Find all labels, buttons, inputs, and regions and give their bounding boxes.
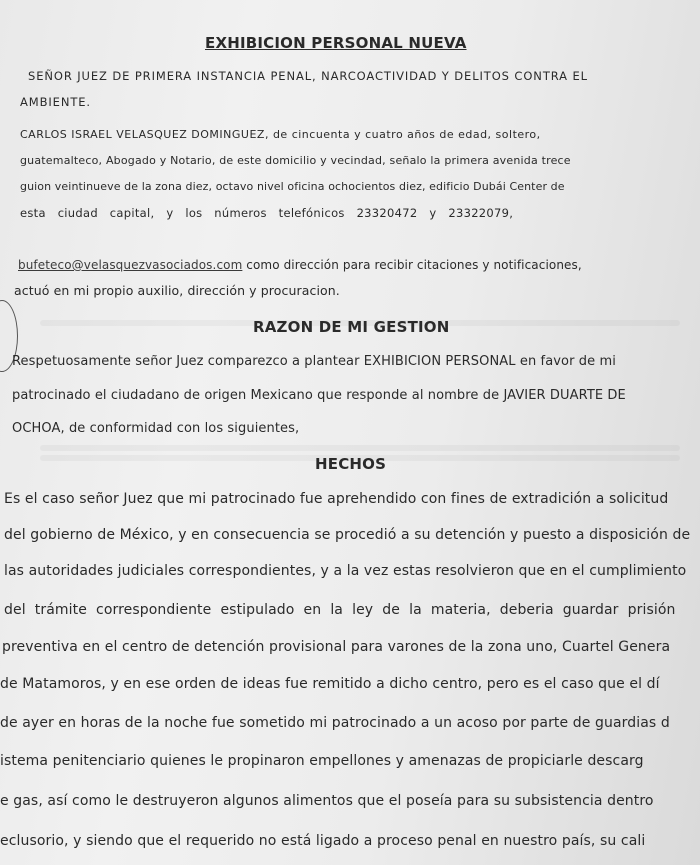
email-link[interactable]: bufeteco@velasquezvasociados.com (18, 258, 243, 272)
hechos-line-7: de ayer en horas de la noche fue sometido mi patrocinado a un acoso por parte de guardias d (0, 715, 670, 731)
intro-line-2: guatemalteco, Abogado y Notario, de este domicilio y vecindad, señalo la primera avenida trece (20, 154, 571, 167)
razon-line-1: Respetuosamente señor Juez comparezco a plantear EXHIBICION PERSONAL en favor de mi (12, 354, 616, 369)
addressee-line-1: SEÑOR JUEZ DE PRIMERA INSTANCIA PENAL, NARCOACTIVIDAD Y DELITOS CONTRA EL (28, 69, 588, 83)
intro-line-3: guion veintinueve de la zona diez, octavo nivel oficina ochocientos diez, edificio Dubái Center de (20, 180, 565, 193)
intro-line-5 (18, 257, 582, 273)
hechos-line-2: del gobierno de México, y en consecuencia se procedió a su detención y puesto a disposición de (4, 527, 691, 543)
bleed-through-line (40, 445, 680, 451)
hechos-line-4: del trámite correspondiente estipulado en la ley de la materia, deberia guardar prisión (4, 602, 676, 618)
razon-line-2: patrocinado el ciudadano de origen Mexicano que responde al nombre de JAVIER DUARTE DE (12, 388, 626, 403)
hechos-line-10: eclusorio, y siendo que el requerido no está ligado a proceso penal en nuestro país, su cali (0, 833, 646, 849)
addressee-line-2: AMBIENTE. (20, 95, 91, 109)
intro-line-6: actuó en mi propio auxilio, dirección y procuracion. (14, 283, 340, 298)
intro-line-1: CARLOS ISRAEL VELASQUEZ DOMINGUEZ, de cincuenta y cuatro años de edad, soltero, (20, 128, 541, 141)
section-heading-hechos: HECHOS (315, 455, 387, 473)
hechos-line-8: istema penitenciario quienes le propinaron empellones y amenazas de propiciarle descarg (0, 753, 644, 769)
hechos-line-9: e gas, así como le destruyeron algunos alimentos que el poseía para su subsistencia dentro (0, 793, 654, 809)
hechos-line-3: las autoridades judiciales correspondientes, y a la vez estas resolvieron que en el cumplimiento (4, 563, 687, 579)
hechos-line-6: de Matamoros, y en ese orden de ideas fue remitido a dicho centro, pero es el caso que el dí (0, 676, 660, 692)
razon-line-3: OCHOA, de conformidad con los siguientes, (12, 421, 300, 436)
intro-line-4: esta ciudad capital, y los números telefónicos 23320472 y 23322079, (20, 206, 514, 220)
hechos-line-5: preventiva en el centro de detención provisional para varones de la zona uno, Cuartel Genera (2, 639, 671, 655)
document-title: EXHIBICION PERSONAL NUEVA (205, 34, 467, 52)
hechos-line-1: Es el caso señor Juez que mi patrocinado fue aprehendido con fines de extradición a solicitud (4, 491, 669, 507)
section-heading-razon: RAZON DE MI GESTION (253, 318, 450, 336)
email-continuation: como dirección para recibir citaciones y notificaciones, (242, 258, 582, 272)
